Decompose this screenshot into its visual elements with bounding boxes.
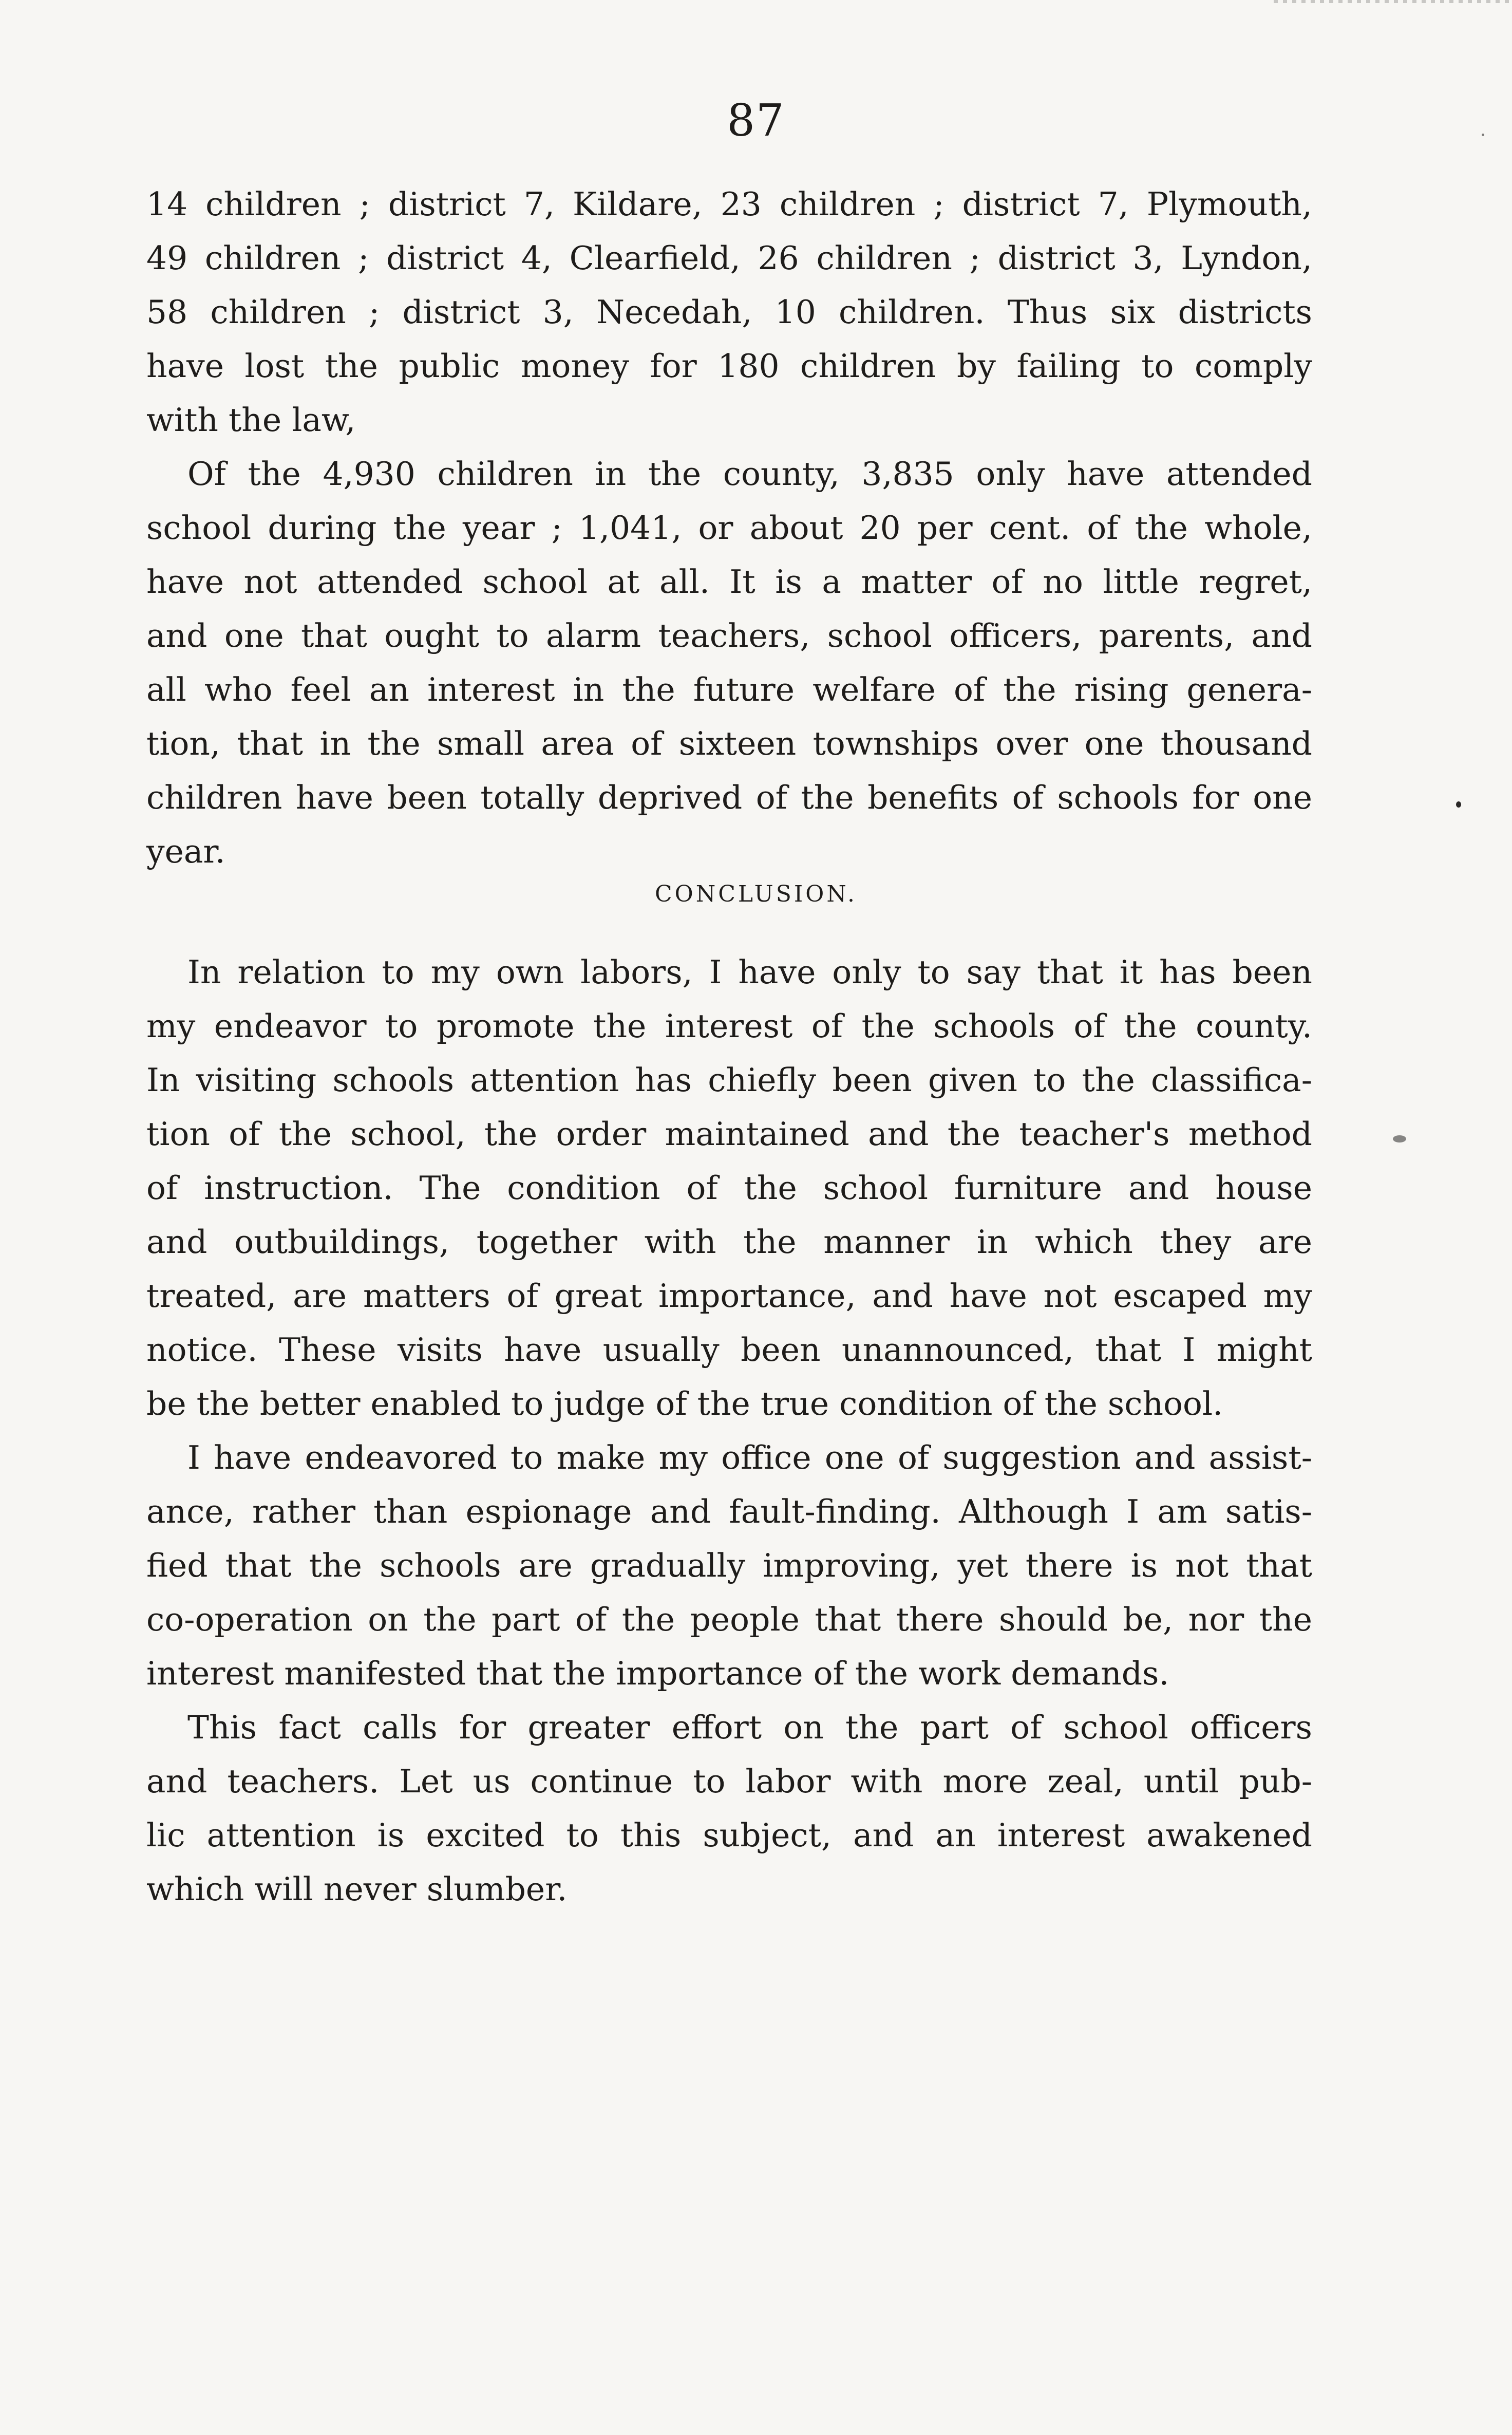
text-line: and outbuildings, together with the manner in which they are	[146, 1223, 1312, 1261]
body-text-top	[146, 177, 1312, 878]
text-line: school during the year ; 1,041, or about 20 per cent. of the whole,	[146, 509, 1312, 547]
text-line: ance, rather than espionage and fault-finding. Although I am satis-	[146, 1493, 1312, 1530]
section-heading: CONCLUSION.	[654, 881, 858, 907]
page-number: 87	[727, 95, 785, 146]
text-line: my endeavor to promote the interest of the schools of the county.	[146, 1007, 1312, 1045]
text-line: treated, are matters of great importance, and have not escaped my	[146, 1277, 1312, 1315]
text-line: In relation to my own labors, I have only to say that it has been	[187, 953, 1312, 991]
text-line: lic attention is excited to this subject, and an interest awakened	[146, 1816, 1312, 1854]
body-text-conclusion	[146, 945, 1312, 1916]
text-line: tion of the school, the order maintained and the teacher's method	[146, 1115, 1312, 1153]
text-line: notice. These visits have usually been unannounced, that I might	[146, 1331, 1312, 1369]
text-line: have lost the public money for 180 children by failing to comply	[146, 347, 1312, 385]
text-line: tion, that in the small area of sixteen townships over one thousand	[146, 725, 1312, 762]
text-line: and one that ought to alarm teachers, school officers, parents, and	[146, 617, 1312, 654]
text-line: year.	[146, 833, 225, 870]
text-line: children have been totally deprived of the benefits of schools for one	[146, 779, 1312, 816]
text-line: be the better enabled to judge of the true condition of the school.	[146, 1385, 1223, 1422]
text-line: 49 children ; district 4, Clearfield, 26 children ; district 3, Lyndon,	[146, 239, 1312, 277]
text-line: This fact calls for greater effort on the part of school officers	[187, 1709, 1312, 1746]
text-line: 14 children ; district 7, Kildare, 23 children ; district 7, Plymouth,	[146, 185, 1312, 223]
text-line: of instruction. The condition of the school furniture and house	[146, 1169, 1312, 1207]
text-line: fied that the schools are gradually improving, yet there is not that	[146, 1547, 1312, 1584]
text-line: In visiting schools attention has chiefly been given to the classifica-	[146, 1061, 1312, 1099]
page-edge-mark	[1274, 0, 1512, 3]
ink-smudge	[1393, 1135, 1406, 1142]
text-line: with the law,	[146, 401, 356, 439]
text-line: have not attended school at all. It is a matter of no little regret,	[146, 563, 1312, 601]
text-line: I have endeavored to make my office one of suggestion and assist-	[187, 1439, 1312, 1476]
text-line: all who feel an interest in the future welfare of the rising genera-	[146, 671, 1312, 708]
ink-speck	[1456, 801, 1461, 808]
ink-speck	[1482, 134, 1484, 136]
text-line: and teachers. Let us continue to labor with more zeal, until pub-	[146, 1763, 1312, 1800]
text-line: interest manifested that the importance of the work demands.	[146, 1655, 1169, 1692]
text-line: co-operation on the part of the people that there should be, nor the	[146, 1601, 1312, 1638]
text-line: which will never slumber.	[146, 1870, 568, 1908]
text-line: Of the 4,930 children in the county, 3,835 only have attended	[187, 455, 1312, 493]
text-line: 58 children ; district 3, Necedah, 10 children. Thus six districts	[146, 293, 1312, 331]
